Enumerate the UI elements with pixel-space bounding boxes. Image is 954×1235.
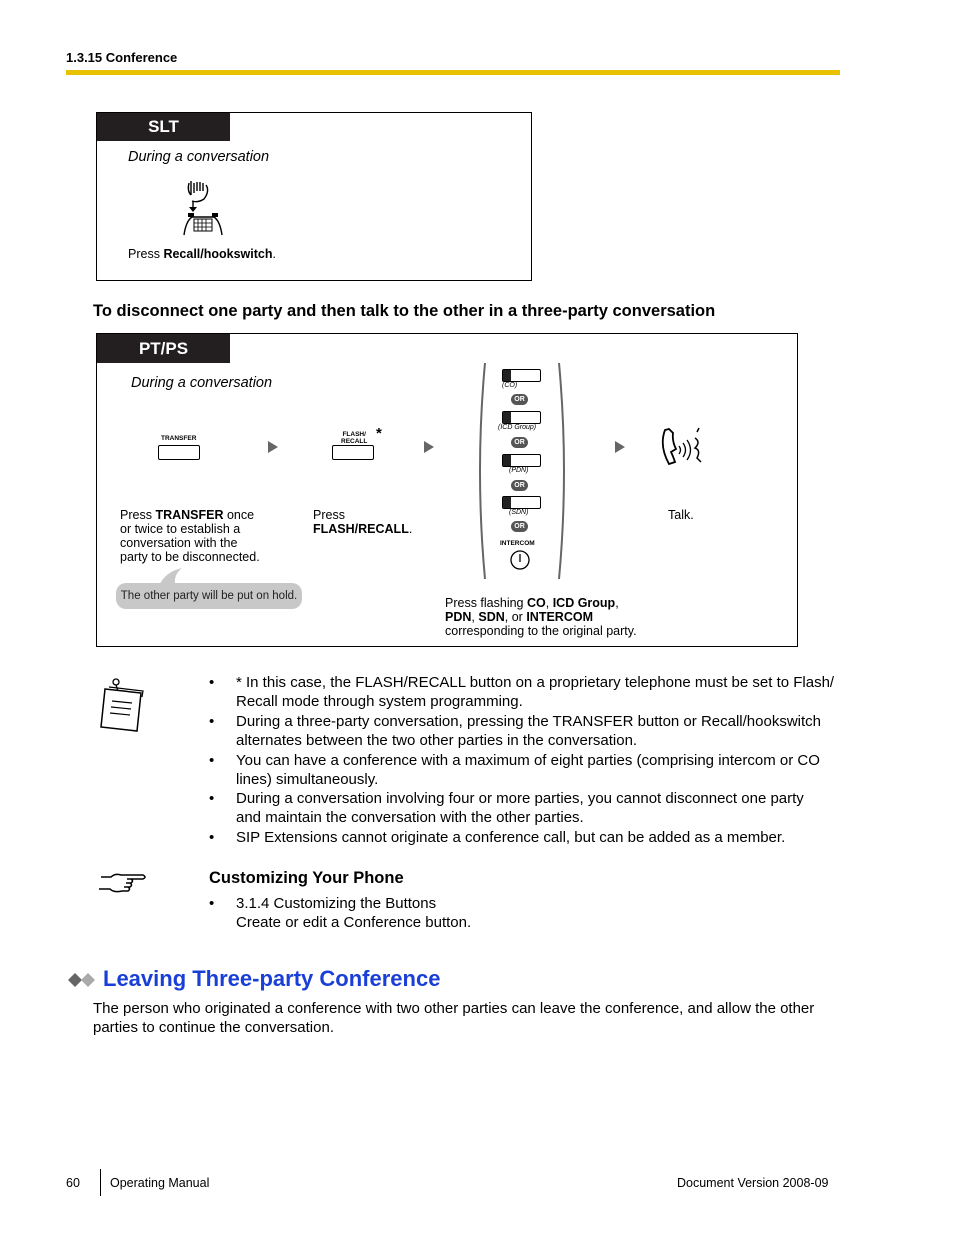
talk-handset-icon (659, 424, 709, 470)
footer-manual: Operating Manual (110, 1176, 210, 1190)
or-badge: OR (511, 394, 528, 405)
arrow-right-icon (615, 441, 625, 453)
step3-text: Press flashing CO, ICD Group, PDN, SDN, or INTERCOM corresponding to the original party. (445, 596, 637, 638)
slt-tag: SLT (97, 113, 230, 141)
customizing-heading: Customizing Your Phone (209, 869, 404, 887)
transfer-key-label: TRANSFER (161, 435, 197, 442)
icd-group-key[interactable] (502, 411, 541, 424)
leaving-heading: Leaving Three-party Conference (103, 966, 441, 991)
intercom-button-icon[interactable] (509, 549, 531, 571)
header-rule (66, 70, 840, 75)
hold-note: The other party will be put on hold. (116, 583, 302, 609)
note-item: • You can have a conference with a maximum of eight parties (comprising intercom or CO lines) simultaneously. (209, 752, 820, 789)
step4-text: Talk. (668, 508, 694, 522)
section-heading: To disconnect one party and then talk to the other in a three-party conversation (93, 302, 716, 320)
or-badge: OR (511, 521, 528, 532)
co-label: (CO) (502, 382, 518, 389)
flash-recall-key[interactable] (332, 445, 374, 460)
asterisk: * (376, 425, 382, 442)
arrow-right-icon (268, 441, 278, 453)
co-key[interactable] (502, 369, 541, 382)
page-number: 60 (66, 1176, 80, 1190)
note-item: • * In this case, the FLASH/RECALL button on a proprietary telephone must be set to Flash/ Recall mode through system programming. (209, 674, 835, 711)
flash-key-label: FLASH/ RECALL (341, 431, 368, 445)
leaving-paragraph: The person who originated a conference with two other parties can leave the conference, and allow the other parties to continue the conversation. (93, 1000, 815, 1037)
pointing-hand-icon (99, 871, 147, 897)
note-pad-icon (99, 675, 147, 733)
arrow-right-icon (424, 441, 434, 453)
step1-text: Press TRANSFER once or twice to establish a conversation with the party to be disconnected. (120, 508, 260, 564)
pdn-label: (PDN) (509, 467, 529, 474)
sdn-label: (SDN) (509, 509, 529, 516)
ptps-box (96, 333, 798, 647)
note-item: • SIP Extensions cannot originate a conference call, but can be added as a member. (209, 829, 786, 846)
transfer-key[interactable] (158, 445, 200, 460)
diamond-icon (67, 972, 97, 988)
footer-divider (100, 1169, 101, 1196)
customizing-link[interactable]: 3.1.4 Customizing the Buttons (236, 895, 437, 912)
slt-box (96, 112, 532, 281)
ptps-context: During a conversation (131, 375, 273, 391)
or-badge: OR (511, 480, 528, 491)
icd-group-label: (ICD Group) (498, 424, 537, 431)
step2-text: Press FLASH/RECALL. (313, 508, 413, 536)
intercom-label: INTERCOM (500, 540, 535, 547)
footer-version: Document Version 2008-09 (677, 1176, 829, 1190)
pdn-key[interactable] (502, 454, 541, 467)
sdn-key[interactable] (502, 496, 541, 509)
slt-instruction: Press Recall/hookswitch. (128, 247, 276, 261)
hookswitch-icon (181, 179, 227, 237)
slt-context: During a conversation (128, 149, 270, 165)
or-badge: OR (511, 437, 528, 448)
page-header-title: 1.3.15 Conference (66, 50, 178, 65)
note-item: • During a three-party conversation, pressing the TRANSFER button or Recall/hookswitch alternates between the two other parties in the conversation. (209, 713, 821, 750)
ptps-tag: PT/PS (97, 334, 230, 363)
note-item: • During a conversation involving four or more parties, you cannot disconnect one party and maintain the conversation with the other parties. (209, 790, 804, 827)
